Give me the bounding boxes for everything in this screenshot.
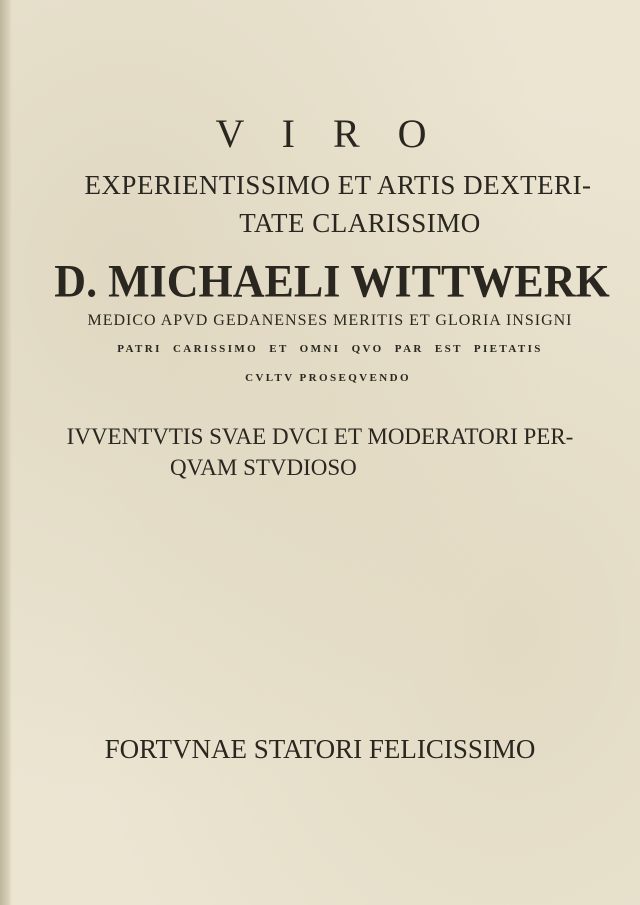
dedication-line-iuventutis: IVVENTVTIS SVAE DVCI ET MODERATORI PER- xyxy=(66,424,574,449)
dedication-line-cultu: CVLTV PROSEQVENDO xyxy=(245,372,411,384)
dedication-recipient-name: D. MICHAELI WITTWERK xyxy=(54,255,610,308)
dedication-line-patri: PATRI CARISSIMO ET OMNI QVO PAR EST PIETATIS xyxy=(117,343,543,355)
dedication-line-tate: TATE CLARISSIMO xyxy=(239,208,481,238)
dedication-line-medico: MEDICO APVD GEDANENSES MERITIS ET GLORIA INSIGNI xyxy=(87,312,573,329)
dedication-line-experientissimo: EXPERIENTISSIMO ET ARTIS DEXTERI- xyxy=(84,170,592,200)
dedication-line-viro: V I R O xyxy=(215,111,441,156)
dedication-line-quam: QVAM STVDIOSO xyxy=(170,455,357,480)
dedication-line-fortunae: FORTVNAE STATORI FELICISSIMO xyxy=(104,734,536,764)
